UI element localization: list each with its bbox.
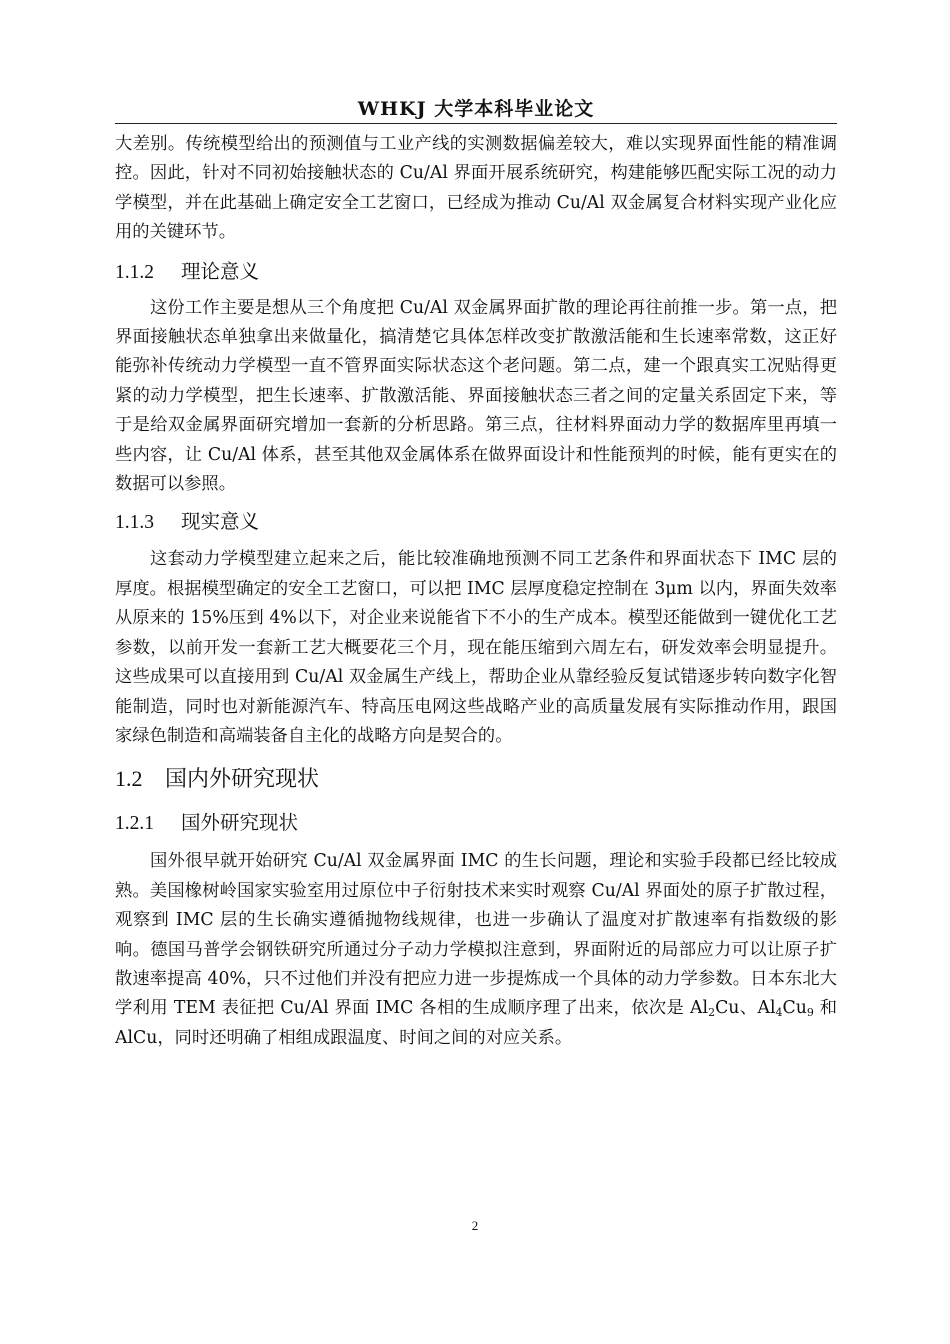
header-rule	[115, 123, 837, 124]
heading-number: 1.1.3	[115, 512, 154, 534]
paragraph-practice: 这套动力学模型建立起来之后，能比较准确地预测不同工艺条件和界面状态下 IMC 层的厚度。根据模型确定的安全工艺窗口，可以把 IMC 层厚度稳定控制在 3μm 以内，界面失效率从原来的 15%压到 4%以下，对企业来说能省下不小的生产成本。模型还能做到一键优化工艺参数，以前开发一套新工艺大概要花三个月，现在能压缩到六周左右，研发效率会明显提升。这些成果可以直接用到 Cu/Al 双金属生产线上，帮助企业从靠经验反复试错逐步转向数字化智能制造，同时也对新能源汽车、特高压电网这些战略产业的高质量发展有实际推动作用，跟国家绿色制造和高端装备自主化的战略方向是契合的。	[115, 549, 837, 746]
text-run: Cu	[782, 998, 807, 1019]
heading-title: 国内外研究现状	[165, 767, 320, 793]
subscript: 9	[806, 1006, 814, 1020]
heading-1-1-3	[115, 507, 837, 538]
heading-1-1-2	[115, 257, 837, 288]
heading-title: 现实意义	[181, 510, 260, 534]
heading-title: 国外研究现状	[181, 811, 299, 835]
page-body	[115, 128, 837, 1053]
heading-number: 1.2.1	[115, 813, 154, 835]
page-number: 2	[471, 1218, 479, 1233]
paragraph-theory: 这份工作主要是想从三个角度把 Cu/Al 双金属界面扩散的理论再往前推一步。第一点，把界面接触状态单独拿出来做量化，搞清楚它具体怎样改变扩散激活能和生长速率常数，这正好能弥补传统动力学模型一直不管界面实际状态这个老问题。第二点，建一个跟真实工况贴得更紧的动力学模型，把生长速率、扩散激活能、界面接触状态三者之间的定量关系固定下来，等于是给双金属界面研究增加一套新的分析思路。第三点，往材料界面动力学的数据库里再填一些内容，让 Cu/Al 体系，甚至其他双金属体系在做界面设计和性能预判的时候，能有更实在的数据可以参照。	[115, 297, 837, 495]
paragraph-foreign-research	[115, 847, 837, 1053]
text-run: 和 AlCu，同时还明确了相组成跟温度、时间之间的对应关系。	[115, 998, 837, 1048]
heading-number: 1.2	[115, 766, 143, 792]
subscript: 4	[775, 1006, 783, 1020]
text-run: Cu、Al	[715, 998, 776, 1019]
subscript: 2	[708, 1006, 716, 1020]
running-header: WHKJ 大学本科毕业论文	[357, 98, 595, 120]
paragraph-intro: 大差别。传统模型给出的预测值与工业产线的实测数据偏差较大，难以实现界面性能的精准调控。因此，针对不同初始接触状态的 Cu/Al 界面开展系统研究，构建能够匹配实际工况的动力学模型，并在此基础上确定安全工艺窗口，已经成为推动 Cu/Al 双金属复合材料实现产业化应用的关键环节。	[115, 134, 837, 243]
heading-1-2-1	[115, 808, 837, 839]
heading-number: 1.1.2	[115, 261, 154, 283]
text-run: 国外很早就开始研究 Cu/Al 双金属界面 IMC 的生长问题，理论和实验手段都已经比较成熟。美国橡树岭国家实验室用过原位中子衍射技术来实时观察 Cu/Al 界面处的原子扩散过程，观察到 IMC 层的生长确实遵循抛物线规律，也进一步确认了温度对扩散速率有指数级的影响。德国马普学会钢铁研究所通过分子动力学模拟注意到，界面附近的局部应力可以让原子扩散速率提高 40%，只不过他们并没有把应力进一步提炼成一个具体的动力学参数。日本东北大学利用 TEM 表征把 Cu/Al 界面 IMC 各相的生成顺序理了出来，依次是 Al	[115, 851, 837, 1019]
heading-title: 理论意义	[181, 259, 260, 283]
heading-1-2	[115, 763, 837, 796]
